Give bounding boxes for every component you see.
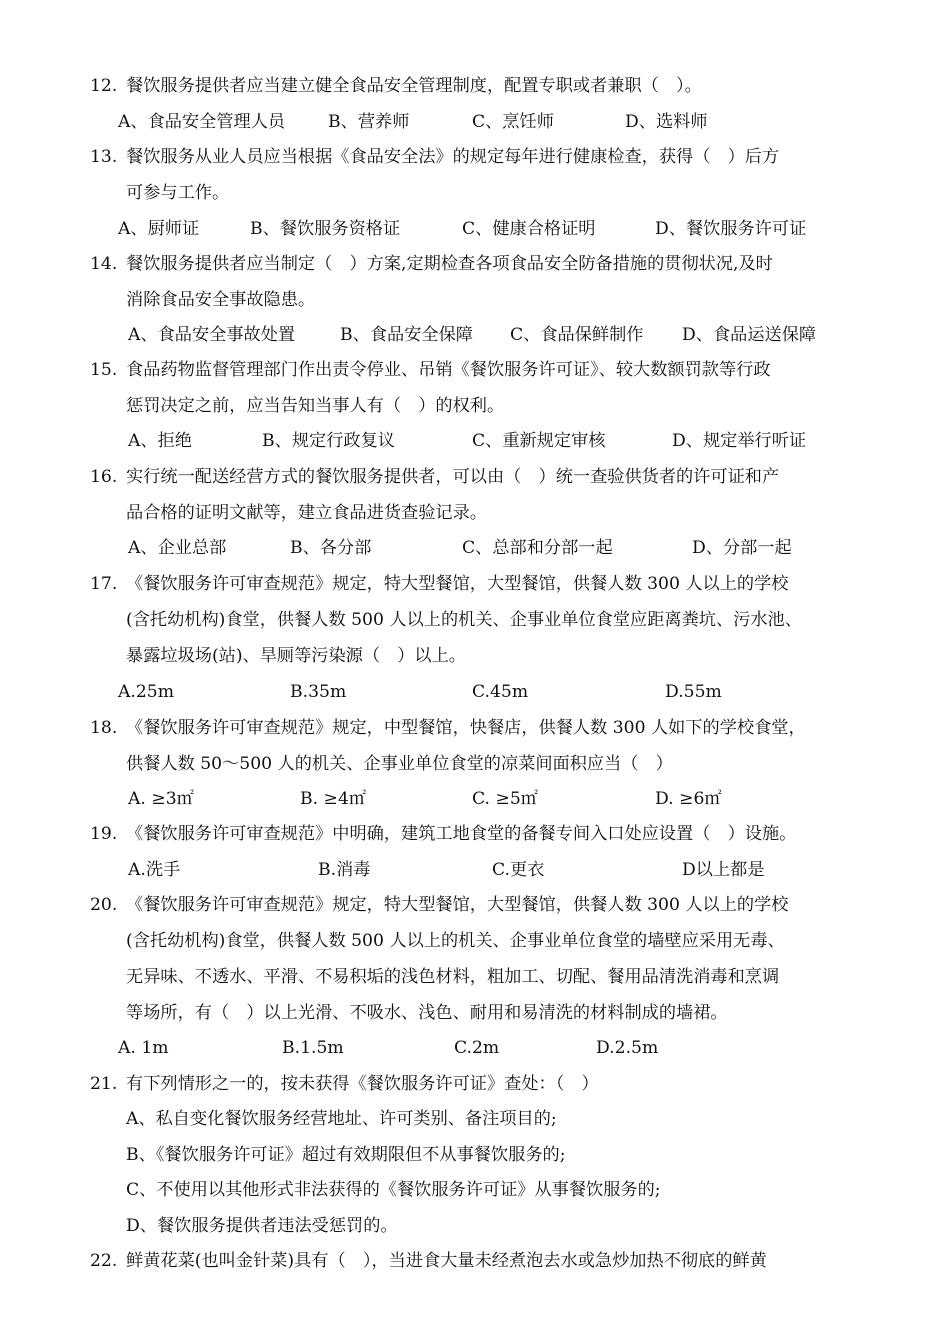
question-text: 实行统一配送经营方式的餐饮服务提供者，可以由（ ）统一查验供货者的许可证和产 — [126, 467, 780, 487]
question-12 — [90, 68, 880, 104]
option-d: D. ≥6㎡ — [655, 789, 722, 809]
option-d: D、选料师 — [625, 112, 708, 132]
question-17 — [90, 566, 880, 674]
option-a: A. 1m — [118, 1038, 169, 1058]
question-text: 可参与工作。 — [126, 183, 230, 203]
question-text: (含托幼机构)食堂，供餐人数 500 人以上的机关、企事业单位食堂的墙壁应采用无毒、 — [126, 931, 785, 951]
option-b: B、餐饮服务资格证 — [250, 219, 401, 239]
options-15 — [90, 423, 880, 459]
option-b: B. ≥4㎡ — [300, 789, 367, 809]
option-d: D、餐饮服务许可证 — [655, 219, 807, 239]
question-text: 《餐饮服务许可审查规范》规定，中型餐馆，快餐店，供餐人数 300 人如下的学校食堂， — [126, 718, 806, 738]
question-20 — [90, 887, 880, 1031]
option-a: A、企业总部 — [128, 538, 227, 558]
question-22 — [90, 1243, 880, 1279]
option-b: B.消毒 — [318, 860, 371, 880]
options-20 — [90, 1030, 880, 1066]
option-c: C.2m — [454, 1038, 500, 1058]
option-b: B.1.5m — [282, 1038, 344, 1058]
question-text: 《餐饮服务许可审查规范》中明确，建筑工地食堂的备餐专间入口处应设置（ ）设施。 — [126, 824, 797, 844]
option-b: B、《餐饮服务许可证》超过有效期限但不从事餐饮服务的; — [126, 1145, 566, 1165]
option-a: A、厨师证 — [118, 219, 200, 239]
question-number: 13. — [90, 147, 118, 167]
question-number: 16. — [90, 467, 118, 487]
question-number: 22. — [90, 1251, 118, 1271]
option-d: D.55m — [665, 682, 722, 702]
option-c: C、食品保鲜制作 — [510, 325, 644, 345]
option-a: A、私自变化餐饮服务经营地址、许可类别、备注项目的; — [126, 1109, 557, 1129]
option-a: A.洗手 — [128, 860, 181, 880]
option-c: C、不使用以其他形式非法获得的《餐饮服务许可证》从事餐饮服务的; — [126, 1180, 661, 1200]
option-d: D、分部一起 — [692, 538, 792, 558]
question-21 — [90, 1066, 880, 1102]
option-d: D、规定举行听证 — [672, 431, 807, 451]
options-16 — [90, 530, 880, 566]
question-number: 19. — [90, 824, 118, 844]
question-text: 供餐人数 50～500 人的机关、企事业单位食堂的凉菜间面积应当（ ） — [126, 754, 673, 774]
options-13 — [90, 211, 880, 247]
option-c: C.更衣 — [492, 860, 545, 880]
question-text: 等场所，有（ ）以上光滑、不吸水、浅色、耐用和易清洗的材料制成的墙裙。 — [126, 1003, 728, 1023]
option-c: C. ≥5㎡ — [472, 789, 538, 809]
question-16 — [90, 459, 880, 531]
option-b: B、规定行政复议 — [262, 431, 395, 451]
option-b: B.35m — [290, 682, 347, 702]
question-19 — [90, 816, 880, 852]
question-text: 有下列情形之一的，按未获得《餐饮服务许可证》查处：（ ） — [126, 1074, 599, 1094]
option-d: D、餐饮服务提供者违法受惩罚的。 — [126, 1216, 398, 1236]
option-d: D.2.5m — [596, 1038, 659, 1058]
question-number: 15. — [90, 360, 118, 380]
option-a: A、食品安全事故处置 — [128, 325, 296, 345]
options-14 — [90, 317, 880, 353]
question-text: 餐饮服务从业人员应当根据《食品安全法》的规定每年进行健康检查，获得（ ）后方 — [126, 147, 780, 167]
question-number: 21. — [90, 1074, 118, 1094]
question-text: 餐饮服务提供者应当制定（ ）方案,定期检查各项食品安全防备措施的贯彻状况,及时 — [126, 254, 773, 274]
options-19 — [90, 852, 880, 888]
question-13 — [90, 139, 880, 211]
option-b: B、营养师 — [328, 112, 410, 132]
option-b: B、食品安全保障 — [340, 325, 473, 345]
question-text: 暴露垃圾场(站)、旱厕等污染源（ ）以上。 — [126, 646, 466, 666]
question-text: 鲜黄花菜(也叫金针菜)具有（ ），当进食大量未经煮泡去水或急炒加热不彻底的鲜黄 — [126, 1251, 767, 1271]
question-text: 无异味、不透水、平滑、不易积垢的浅色材料，粗加工、切配、餐用品清洗消毒和烹调 — [126, 967, 780, 987]
option-a: A. ≥3㎡ — [128, 789, 194, 809]
question-text: 《餐饮服务许可审查规范》规定，特大型餐馆，大型餐馆，供餐人数 300 人以上的学校 — [126, 574, 789, 594]
question-text: 食品药物监督管理部门作出责令停业、吊销《餐饮服务许可证》、较大数额罚款等行政 — [126, 360, 771, 380]
option-b: B、各分部 — [290, 538, 372, 558]
question-text: 惩罚决定之前，应当告知当事人有（ ）的权利。 — [126, 396, 505, 416]
option-c: C、重新规定审核 — [472, 431, 606, 451]
option-d: D以上都是 — [682, 860, 765, 880]
option-a: A、食品安全管理人员 — [118, 112, 286, 132]
options-17 — [90, 674, 880, 710]
question-number: 20. — [90, 895, 118, 915]
options-12 — [90, 104, 880, 140]
question-text: 品合格的证明文献等，建立食品进货查验记录。 — [126, 503, 487, 523]
option-c: C、总部和分部一起 — [462, 538, 613, 558]
option-c: C、烹饪师 — [472, 112, 554, 132]
option-d: D、食品运送保障 — [682, 325, 817, 345]
option-c: C、健康合格证明 — [462, 219, 596, 239]
question-18 — [90, 710, 880, 782]
question-number: 17. — [90, 574, 118, 594]
question-14 — [90, 246, 880, 318]
question-text: 消除食品安全事故隐患。 — [126, 290, 316, 310]
option-a: A、拒绝 — [128, 431, 192, 451]
question-number: 12. — [90, 76, 118, 96]
question-text: 《餐饮服务许可审查规范》规定，特大型餐馆，大型餐馆，供餐人数 300 人以上的学校 — [126, 895, 789, 915]
question-text: (含托幼机构)食堂，供餐人数 500 人以上的机关、企事业单位食堂应距离粪坑、污水池、 — [126, 610, 802, 630]
options-18 — [90, 781, 880, 817]
question-text: 餐饮服务提供者应当建立健全食品安全管理制度，配置专职或者兼职（ ）。 — [126, 76, 702, 96]
question-15 — [90, 352, 880, 424]
question-number: 14. — [90, 254, 118, 274]
question-number: 18. — [90, 718, 118, 738]
option-a: A.25m — [118, 682, 175, 702]
option-c: C.45m — [472, 682, 529, 702]
